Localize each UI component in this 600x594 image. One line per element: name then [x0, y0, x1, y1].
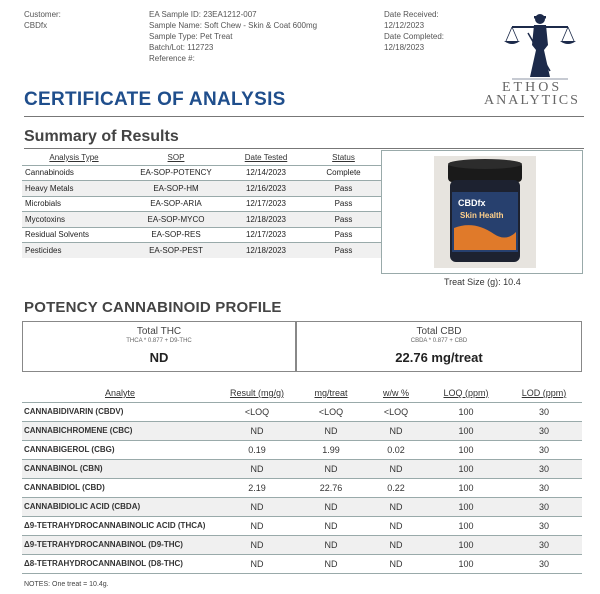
ww-percent: 0.02 — [366, 440, 426, 459]
summary-row — [22, 212, 381, 228]
logo-text-analytics: ANALYTICS — [484, 93, 580, 108]
potency-table — [22, 384, 582, 574]
result-mg-g: ND — [218, 497, 296, 516]
dates-block — [384, 9, 444, 53]
loq-ppm: 100 — [426, 459, 506, 478]
mg-per-treat: ND — [296, 459, 366, 478]
product-jar-image — [434, 156, 536, 268]
page-title: CERTIFICATE OF ANALYSIS — [24, 89, 286, 110]
summary-header: Date Tested — [226, 150, 306, 165]
total-cbd-label: Total CBD — [416, 326, 462, 337]
potency-header: LOQ (ppm) — [443, 387, 489, 398]
summary-cell: Pass — [306, 196, 381, 212]
lod-ppm: 30 — [506, 554, 582, 573]
result-mg-g: 2.19 — [218, 478, 296, 497]
mg-per-treat: ND — [296, 535, 366, 554]
summary-cell: EA-SOP-RES — [126, 227, 226, 243]
mg-per-treat: 22.76 — [296, 478, 366, 497]
lod-ppm: 30 — [506, 497, 582, 516]
loq-ppm: 100 — [426, 478, 506, 497]
mg-per-treat: 1.99 — [296, 440, 366, 459]
customer-block — [24, 9, 61, 31]
lod-ppm: 30 — [506, 535, 582, 554]
result-mg-g: ND — [218, 421, 296, 440]
sample-type: Sample Type: Pet Treat — [149, 32, 233, 41]
result-mg-g: ND — [218, 535, 296, 554]
summary-cell: 12/17/2023 — [226, 196, 306, 212]
summary-row — [22, 196, 381, 212]
summary-cell: Pesticides — [22, 243, 126, 259]
sample-name: Sample Name: Soft Chew - Skin & Coat 600mg — [149, 21, 318, 30]
lod-ppm: 30 — [506, 440, 582, 459]
loq-ppm: 100 — [426, 497, 506, 516]
potency-row — [22, 459, 582, 478]
potency-title: POTENCY CANNABINOID PROFILE — [24, 299, 282, 316]
summary-header: Status — [306, 150, 381, 165]
summary-cell: 12/14/2023 — [226, 165, 306, 181]
potency-row — [22, 478, 582, 497]
potency-row — [22, 535, 582, 554]
potency-header: Analyte — [104, 387, 136, 398]
ww-percent: ND — [366, 554, 426, 573]
summary-cell: EA-SOP-POTENCY — [126, 165, 226, 181]
jar-label: Skin Health — [460, 211, 504, 220]
summary-cell: 12/16/2023 — [226, 181, 306, 197]
summary-cell: EA-SOP-HM — [126, 181, 226, 197]
analyte-name: CANNABIDIOLIC ACID (CBDA) — [22, 497, 218, 516]
analyte-name: CANNABIDIVARIN (CBDV) — [22, 402, 218, 421]
batch-lot: Batch/Lot: 112723 — [149, 43, 214, 52]
potency-row — [22, 421, 582, 440]
potency-row — [22, 440, 582, 459]
potency-header: w/w % — [382, 387, 409, 398]
total-cbd-box — [296, 321, 582, 372]
summary-cell: Cannabinoids — [22, 165, 126, 181]
potency-row — [22, 516, 582, 535]
summary-cell: Pass — [306, 212, 381, 228]
summary-row — [22, 227, 381, 243]
summary-row — [22, 243, 381, 259]
result-mg-g: 0.19 — [218, 440, 296, 459]
loq-ppm: 100 — [426, 535, 506, 554]
customer-value: CBDfx — [24, 21, 48, 30]
summary-cell: Pass — [306, 243, 381, 259]
total-thc-label: Total THC — [136, 326, 182, 337]
mg-per-treat: ND — [296, 554, 366, 573]
total-thc-box — [22, 321, 296, 372]
summary-cell: 12/18/2023 — [226, 243, 306, 259]
title-rule — [24, 116, 584, 117]
ww-percent: 0.22 — [366, 478, 426, 497]
potency-header: mg/treat — [314, 387, 348, 398]
summary-cell: Heavy Metals — [22, 181, 126, 197]
analyte-name: CANNABINOL (CBN) — [22, 459, 218, 478]
date-completed-label: Date Completed: — [384, 32, 445, 41]
total-cbd-value: 22.76 mg/treat — [395, 350, 483, 365]
summary-cell: EA-SOP-MYCO — [126, 212, 226, 228]
result-mg-g: ND — [218, 459, 296, 478]
mg-per-treat: ND — [296, 421, 366, 440]
potency-row — [22, 402, 582, 421]
jar-brand: CBDfx — [458, 198, 486, 208]
date-received: 12/12/2023 — [384, 21, 425, 30]
date-received-label: Date Received: — [384, 10, 439, 19]
mg-per-treat: ND — [296, 516, 366, 535]
analyte-name: CANNABIDIOL (CBD) — [22, 478, 218, 497]
summary-cell: Pass — [306, 227, 381, 243]
mg-per-treat: ND — [296, 497, 366, 516]
summary-cell: EA-SOP-PEST — [126, 243, 226, 259]
potency-header-row — [22, 384, 582, 402]
summary-rule — [24, 148, 584, 149]
summary-cell: Residual Solvents — [22, 227, 126, 243]
summary-cell: Mycotoxins — [22, 212, 126, 228]
ww-percent: ND — [366, 421, 426, 440]
lod-ppm: 30 — [506, 478, 582, 497]
mg-per-treat: <LOQ — [296, 402, 366, 421]
summary-header-row — [22, 150, 381, 165]
analyte-name: CANNABIGEROL (CBG) — [22, 440, 218, 459]
total-thc-formula: THCA * 0.877 + D9-THC — [126, 338, 192, 344]
lod-ppm: 30 — [506, 421, 582, 440]
summary-cell: Microbials — [22, 196, 126, 212]
loq-ppm: 100 — [426, 402, 506, 421]
summary-cell: Pass — [306, 181, 381, 197]
ww-percent: <LOQ — [366, 402, 426, 421]
reference: Reference #: — [149, 54, 195, 63]
loq-ppm: 100 — [426, 440, 506, 459]
summary-title: Summary of Results — [24, 128, 179, 145]
potency-row — [22, 554, 582, 573]
summary-header: SOP — [126, 150, 226, 165]
summary-cell: 12/17/2023 — [226, 227, 306, 243]
lod-ppm: 30 — [506, 402, 582, 421]
potency-header: LOD (ppm) — [521, 387, 567, 398]
sample-info-block — [149, 9, 317, 64]
analyte-name: Δ8-TETRAHYDROCANNABINOL (D8-THC) — [22, 554, 218, 573]
summary-row — [22, 181, 381, 197]
analyte-name: Δ9-TETRAHYDROCANNABINOLIC ACID (THCA) — [22, 516, 218, 535]
loq-ppm: 100 — [426, 516, 506, 535]
analyte-name: Δ9-TETRAHYDROCANNABINOL (D9-THC) — [22, 535, 218, 554]
summary-cell: Complete — [306, 165, 381, 181]
summary-cell: EA-SOP-ARIA — [126, 196, 226, 212]
summary-cell: 12/18/2023 — [226, 212, 306, 228]
loq-ppm: 100 — [426, 421, 506, 440]
sample-id: EA Sample ID: 23EA1212-007 — [149, 10, 257, 19]
result-mg-g: ND — [218, 516, 296, 535]
date-completed: 12/18/2023 — [384, 43, 425, 52]
ww-percent: ND — [366, 459, 426, 478]
ww-percent: ND — [366, 497, 426, 516]
summary-table — [22, 150, 381, 258]
notes: NOTES: One treat = 10.4g. — [24, 581, 109, 588]
ww-percent: ND — [366, 535, 426, 554]
customer-label: Customer: — [24, 10, 61, 19]
result-mg-g: <LOQ — [218, 402, 296, 421]
logo-text-ethos: ETHOS — [502, 80, 563, 95]
ww-percent: ND — [366, 516, 426, 535]
loq-ppm: 100 — [426, 554, 506, 573]
total-cbd-formula: CBDA * 0.877 + CBD — [410, 338, 468, 344]
result-mg-g: ND — [218, 554, 296, 573]
summary-header: Analysis Type — [22, 150, 126, 165]
treat-size: Treat Size (g): 10.4 — [444, 277, 521, 287]
lod-ppm: 30 — [506, 459, 582, 478]
summary-row — [22, 165, 381, 181]
potency-row — [22, 497, 582, 516]
potency-header: Result (mg/g) — [229, 387, 284, 398]
analyte-name: CANNABICHROMENE (CBC) — [22, 421, 218, 440]
total-thc-value: ND — [149, 350, 169, 365]
lod-ppm: 30 — [506, 516, 582, 535]
